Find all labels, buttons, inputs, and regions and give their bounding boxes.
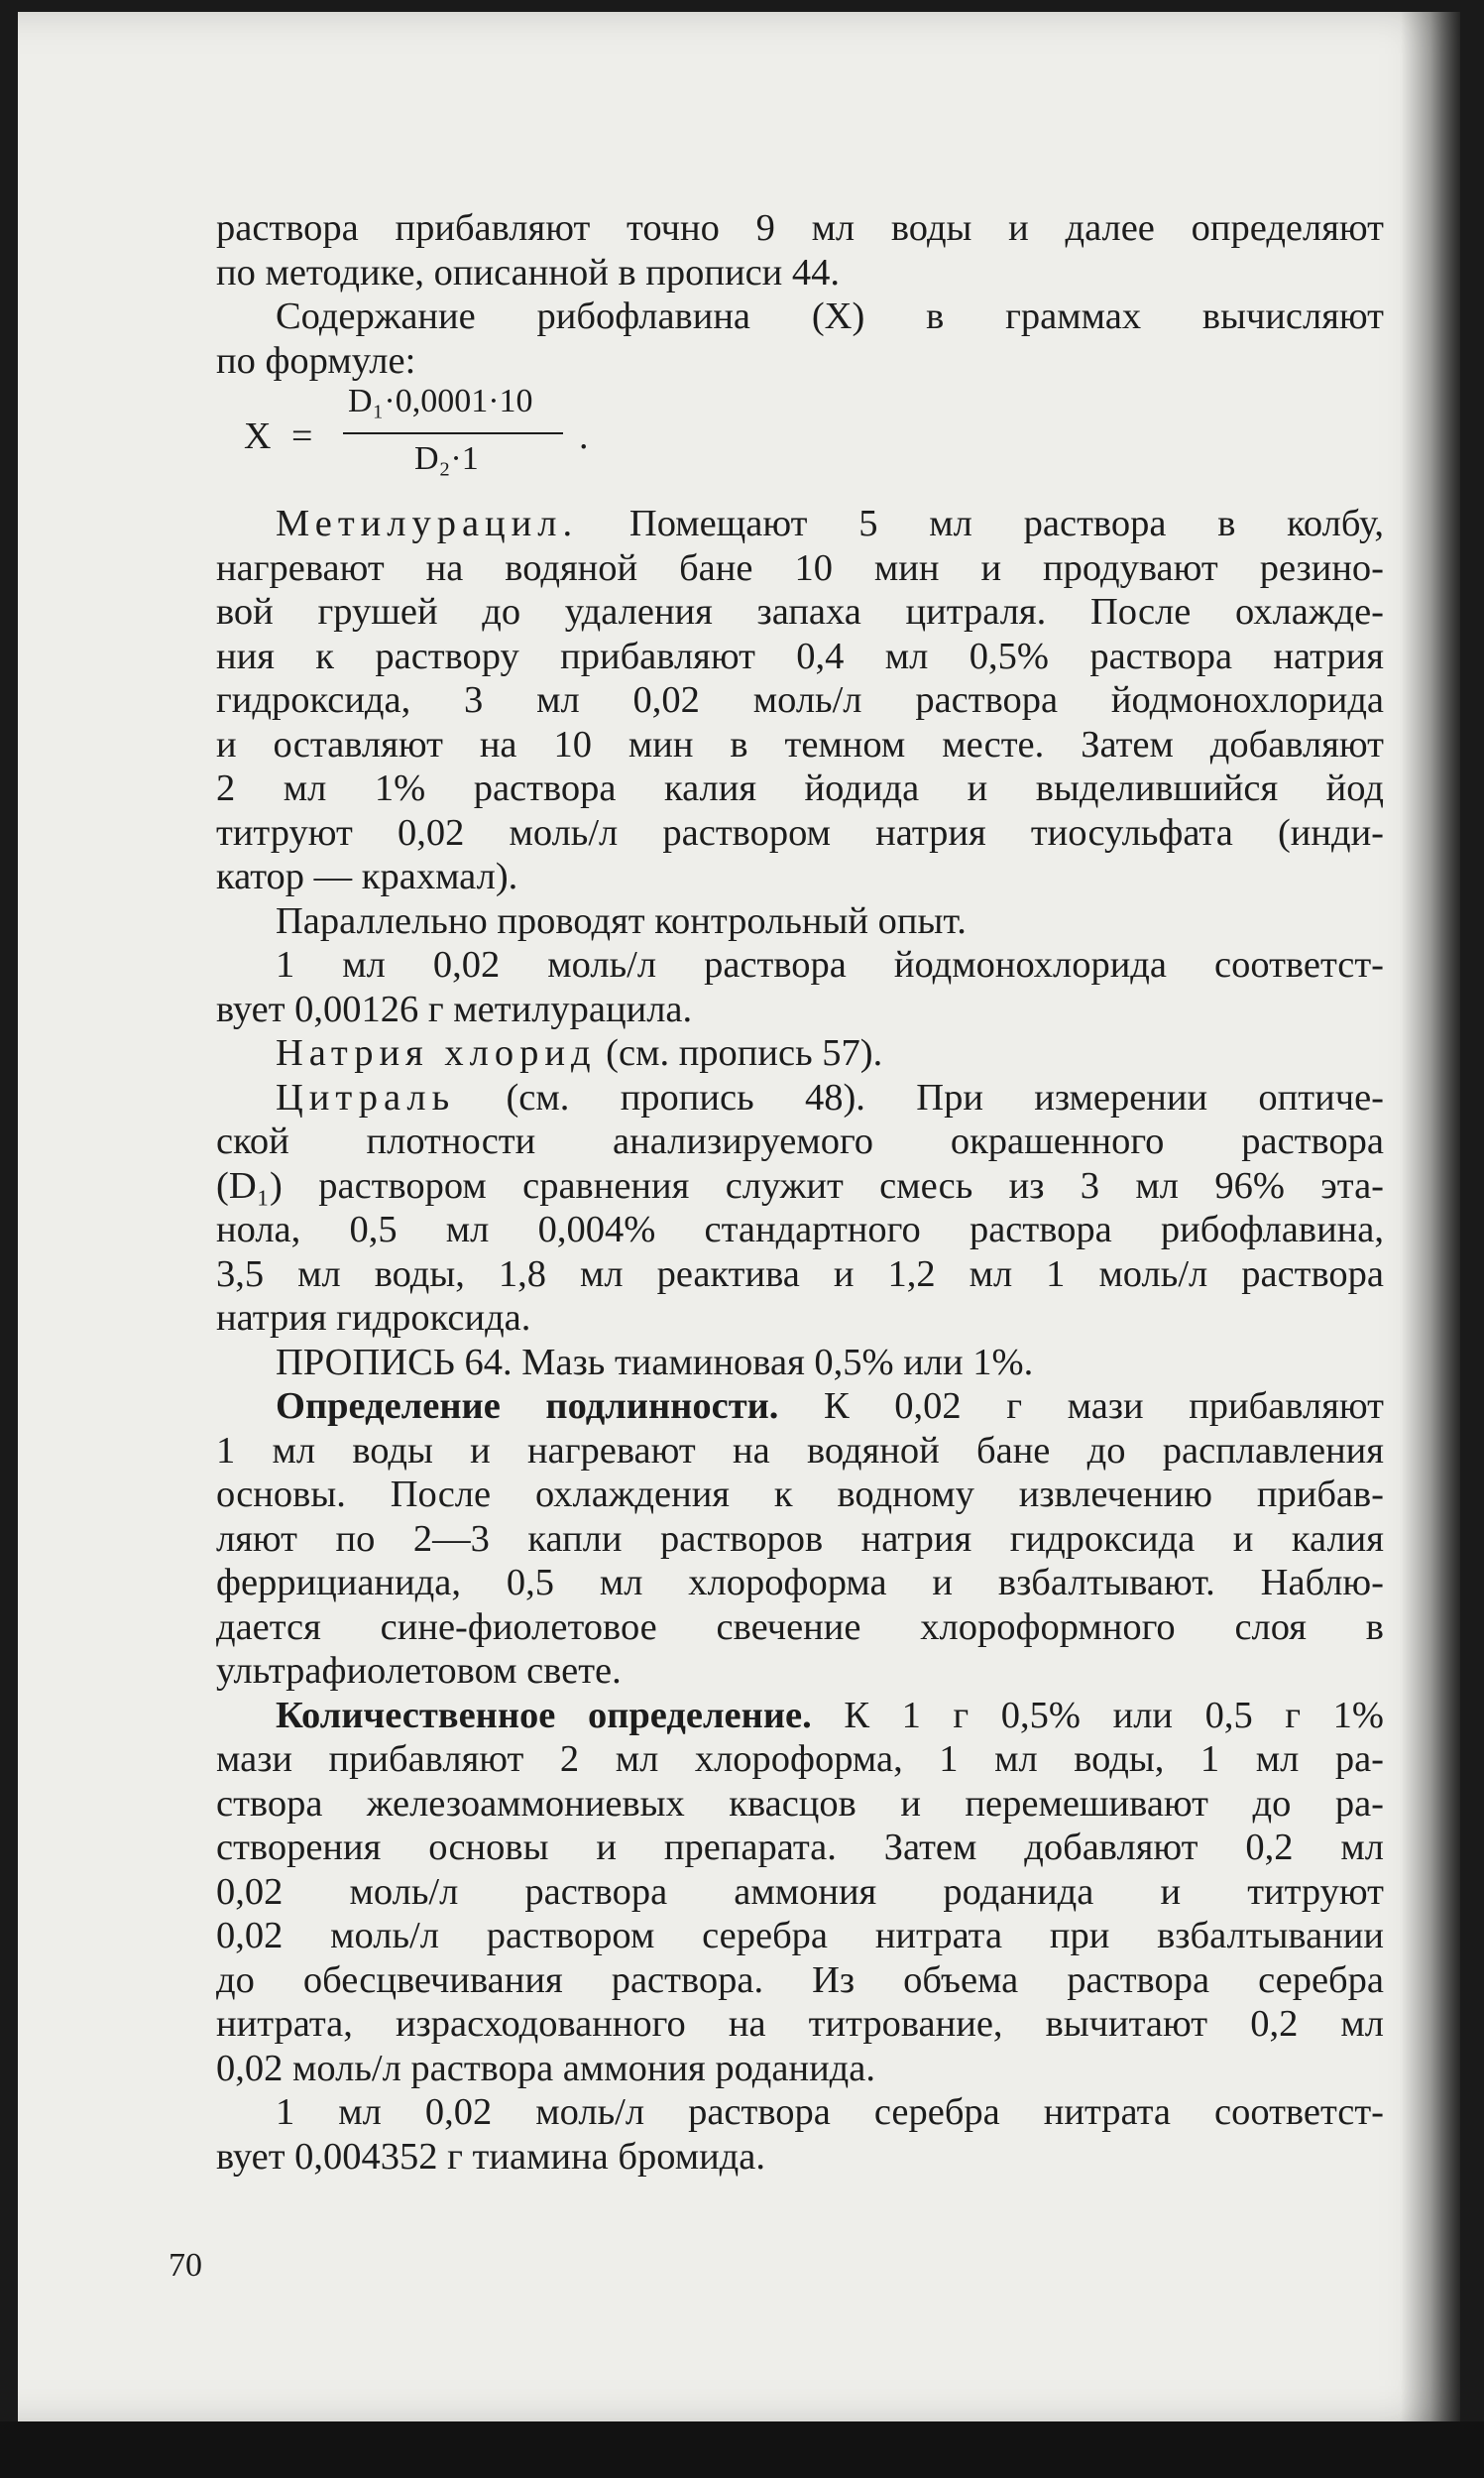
text-line: мази прибавляют 2 мл хлороформа, 1 мл воды, 1 мл ра- [216,1738,1384,1780]
heading-identity-test: Определение подлинности. [276,1385,779,1427]
riboflavin-formula [244,383,1384,502]
book-page [18,12,1460,2421]
text-line [216,1076,1384,1121]
term-sodium-chloride: Натрия хлорид [276,1032,597,1074]
text-line: 2 мл 1% раствора калия йодида и выделившийся йод [216,767,1384,809]
text-line: Параллельно проводят контрольный опыт. [276,899,967,942]
text-span: Помещают 5 мл раствора в колбу, [628,503,1385,544]
text-line: 0,02 моль/л раствора аммония роданида. [216,2047,875,2089]
fraction-bar [343,432,563,434]
text-line: ультрафиолетовом свете. [216,1650,622,1692]
text-line: ской плотности анализируемого окрашенного раствора [216,1121,1384,1162]
text-line: вует 0,00126 г метилурацила. [216,988,693,1030]
text-span: (см. пропись 57). [606,1032,883,1074]
page-text [216,206,1384,2179]
text-span: К 1 г 0,5% или 0,5 г 1% [844,1694,1385,1736]
text-line: ляют по 2—3 капли растворов натрия гидроксида и калия [216,1517,1384,1560]
text-line: Содержание рибофлавина (X) в граммах вычисляют [276,295,1384,337]
text-line: гидроксида, 3 мл 0,02 моль/л раствора йодмонохлорида [216,679,1384,721]
text-line: (D₁) раствором сравнения служит смесь из 3 мл 96% эта- [216,1164,1384,1207]
text-line: створения основы и препарата. Затем добавляют 0,2 мл [216,1827,1384,1868]
text-line: и оставляют на 10 мин в темном месте. Затем добавляют [216,723,1384,766]
formula-lhs: X [244,415,272,457]
formula-denominator: D₂·1 [414,440,479,477]
text-line: ния к раствору прибавляют 0,4 мл 0,5% раствора натрия [216,635,1384,677]
text-span: К 0,02 г мази прибавляют [824,1385,1384,1427]
formula-numerator: D₁·0,0001·10 [348,383,533,419]
text-line: титруют 0,02 моль/л раствором натрия тиосульфата (инди- [216,811,1384,854]
text-line [216,502,1384,546]
heading-quantitative: Количественное определение. [276,1694,812,1736]
text-line: створа железоаммониевых квасцов и перемешивают до ра- [216,1782,1384,1825]
text-line: нитрата, израсходованного на титрование, вычитают 0,2 мл [216,2003,1384,2045]
formula-equals: = [291,415,313,457]
text-line: дается сине-фиолетовое свечение хлороформного слоя в [216,1605,1384,1648]
text-line: основы. После охлаждения к водному извлечению прибав- [216,1474,1384,1515]
scan-bottom-edge [0,2421,1484,2478]
text-line: 3,5 мл воды, 1,8 мл реактива и 1,2 мл 1 моль/л раствора [216,1252,1384,1295]
text-line: катор — крахмал). [216,856,518,897]
text-line: нола, 0,5 мл 0,004% стандартного раствора рибофлавина, [216,1209,1384,1250]
text-line: нагревают на водяной бане 10 мин и продувают резино- [216,546,1384,589]
text-line: вой грушей до удаления запаха цитраля. После охлажде- [216,591,1384,633]
text-line: по методике, описанной в прописи 44. [216,251,841,294]
text-line: до обесцвечивания раствора. Из объема раствора серебра [216,1958,1384,2001]
text-line [216,1031,1384,1076]
text-line [216,1694,1384,1738]
text-line: натрия гидроксида. [216,1297,531,1339]
text-line: 0,02 моль/л раствором серебра нитрата при взбалтывании [216,1915,1384,1956]
page-number: 70 [169,2247,202,2284]
text-line: 0,02 моль/л раствора аммония роданида и титруют [216,1870,1384,1913]
binding-shadow [1401,12,1460,2421]
text-line: 1 мл 0,02 моль/л раствора серебра нитрата соответст- [276,2091,1384,2133]
text-line: 1 мл воды и нагревают на водяной бане до расплавления [216,1429,1384,1472]
text-line: 1 мл 0,02 моль/л раствора йодмонохлорида соответст- [276,944,1384,986]
text-line: по формуле: [216,339,416,382]
term-citral: Цитраль [276,1076,456,1119]
text-line: раствора прибавляют точно 9 мл воды и далее определяют [216,207,1384,249]
recipe-heading: ПРОПИСЬ 64. Мазь тиаминовая 0,5% или 1%. [276,1341,1034,1383]
formula-end: . [579,415,589,457]
text-span: (см. пропись 48). При измерении оптиче- [506,1076,1384,1119]
term-methyluracil: Метилурацил. [276,503,579,544]
text-line [216,1384,1384,1429]
text-line: феррицианида, 0,5 мл хлороформа и взбалтывают. Наблю- [216,1562,1384,1603]
text-line: вует 0,004352 г тиамина бромида. [216,2135,765,2178]
